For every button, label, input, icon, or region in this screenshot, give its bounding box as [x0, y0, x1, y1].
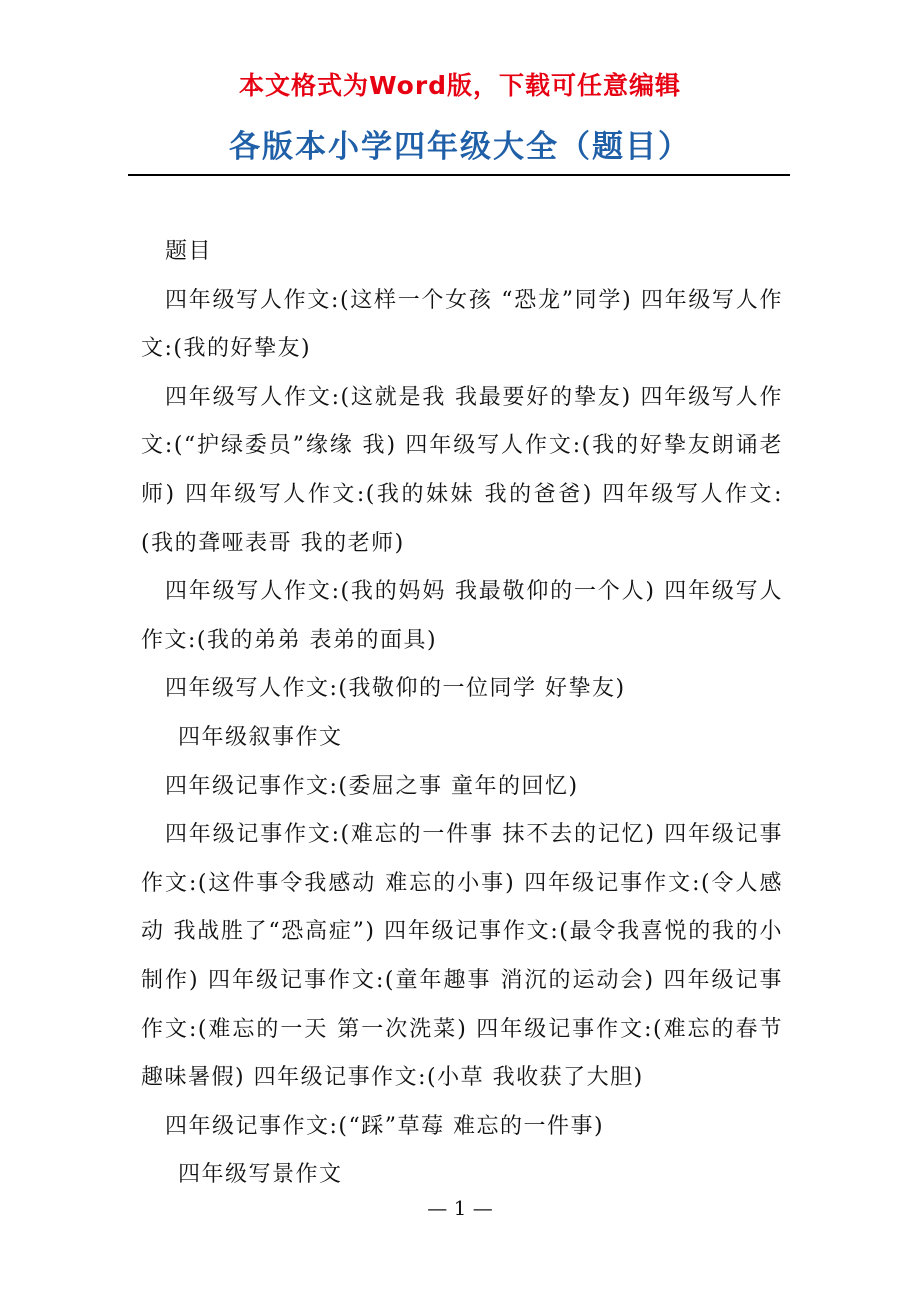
- paragraph: 四年级写人作文:(这样一个女孩 “恐龙”同学) 四年级写人作文:(我的好挚友): [141, 287, 783, 362]
- paragraph: 四年级写人作文:(我敬仰的一位同学 好挚友): [165, 676, 626, 702]
- paragraph: 四年级写人作文:(这就是我 我最要好的挚友) 四年级写人作文:(“护绿委员”缘缘 我) 四年级写人作文:(我的好挚友朗诵老师) 四年级写人作文:(我的妹妹 我的爸爸) 四年级写人作文:(我的聋哑表哥 我的老师): [141, 384, 783, 556]
- document-body: [141, 228, 783, 1200]
- paragraph: 四年级写人作文:(我的妈妈 我最敬仰的一个人) 四年级写人作文:(我的弟弟 表弟的面具): [141, 579, 783, 653]
- section-heading-scenery: 四年级写景作文: [178, 1162, 343, 1188]
- page-number: — 1 —: [427, 1196, 493, 1220]
- paragraph: 四年级记事作文:(“踩”草莓 难忘的一件事): [165, 1113, 605, 1139]
- section-heading-narrative: 四年级叙事作文: [178, 724, 343, 750]
- paragraph: 四年级记事作文:(难忘的一件事 抹不去的记忆) 四年级记事作文:(这件事令我感动 难忘的小事) 四年级记事作文:(令人感动 我战胜了“恐高症”) 四年级记事作文:(最令我喜悦的我的小制作) 四年级记事作文:(童年趣事 消沉的运动会) 四年级记事作文:(难忘的一天 第一次洗菜) 四年级记事作文:(难忘的春节 趣味暑假) 四年级记事作文:(小草 我收获了大胆): [141, 822, 783, 1091]
- paragraph-heading: 题目: [165, 239, 213, 264]
- document-title: 各版本小学四年级大全（题目）: [229, 129, 691, 165]
- format-banner: 本文格式为Word版，下载可任意编辑: [238, 71, 682, 100]
- paragraph: 四年级记事作文:(委屈之事 童年的回忆): [165, 773, 579, 799]
- title-divider: [128, 174, 790, 176]
